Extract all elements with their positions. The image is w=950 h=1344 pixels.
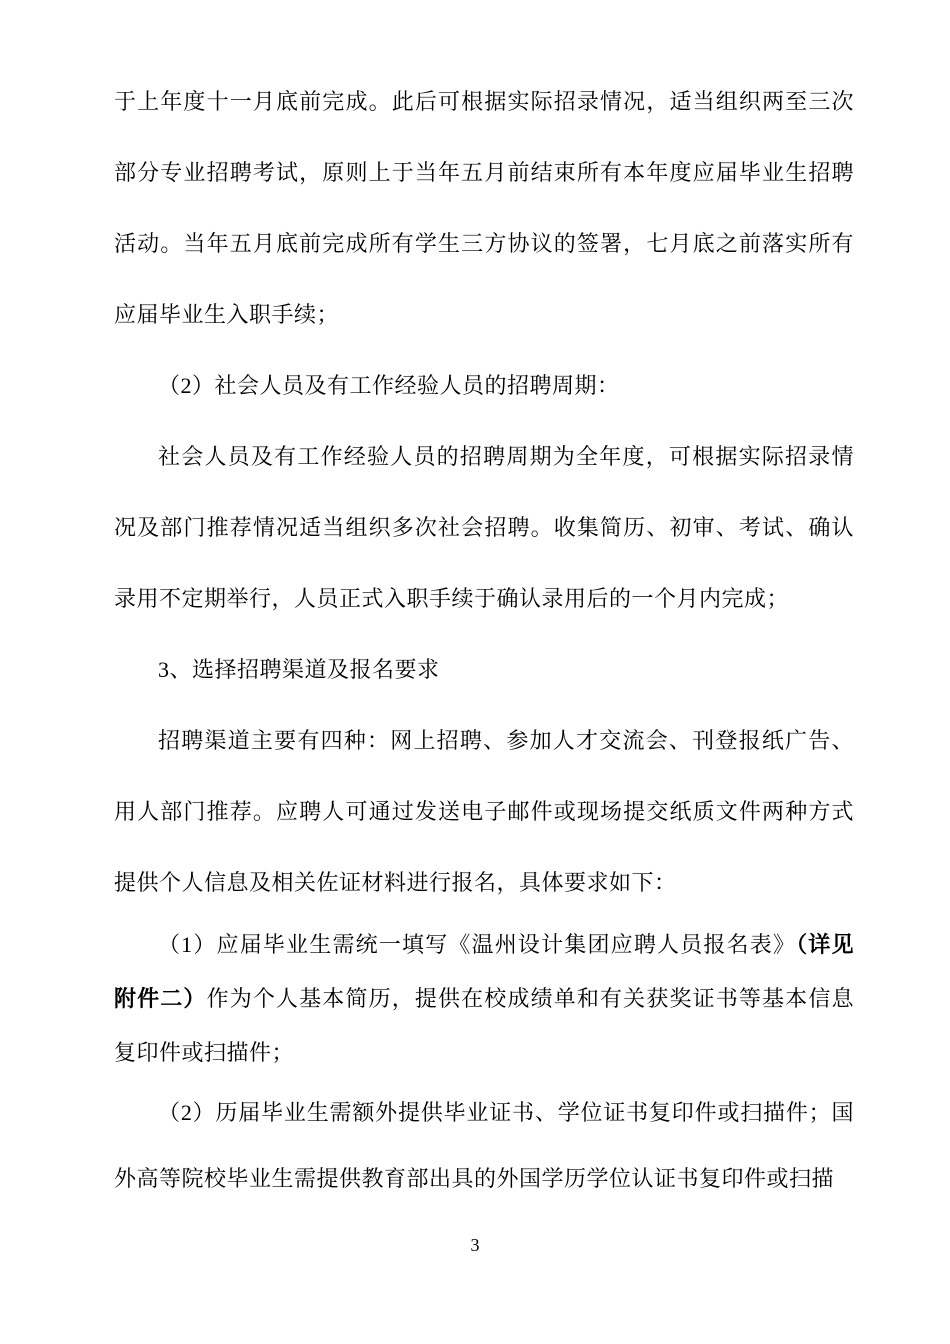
text-run: 招聘渠道主要有四种：网上招聘、参加人才交流会、刊登报纸广告、用人部门推荐。应聘人可通过发送电子邮件或现场提交纸质文件两种方式提供个人信息及相关佐证材料进行报名，具体要求如下： xyxy=(114,728,854,895)
page-footer xyxy=(0,1235,950,1256)
para-requirement-1 xyxy=(114,918,854,1080)
text-run-bold: （详见附件二） xyxy=(114,932,854,1011)
text-run: （2）历届毕业生需额外提供毕业证书、学位证书复印件或扫描件；国外高等院校毕业生需提供教育部出具的外国学历学位认证书复印件或扫描 xyxy=(114,1100,854,1191)
para-requirement-2 xyxy=(114,1080,854,1212)
text-run: （1）应届毕业生需统一填写《温州设计集团应聘人员报名表》 xyxy=(158,932,797,957)
text-run: 3、选择招聘渠道及报名要求 xyxy=(158,657,440,682)
para-channels-body xyxy=(114,705,854,918)
para-section3-heading xyxy=(114,634,854,705)
text-run: （2）社会人员及有工作经验人员的招聘周期： xyxy=(158,373,620,398)
text-run: 作为个人基本简历，提供在校成绩单和有关获奖证书等基本信息复印件或扫描件； xyxy=(114,986,854,1065)
para-item2-body xyxy=(114,421,854,634)
page-number: 3 xyxy=(470,1235,480,1255)
text-run: 于上年度十一月底前完成。此后可根据实际招录情况，适当组织两至三次部分专业招聘考试，原则上于当年五月前结束所有本年度应届毕业生招聘活动。当年五月底前完成所有学生三方协议的签署，七月底之前落实所有应届毕业生入职手续； xyxy=(114,89,854,327)
document-body xyxy=(114,66,854,1212)
para-item2-heading xyxy=(114,350,854,421)
text-run: 社会人员及有工作经验人员的招聘周期为全年度，可根据实际招录情况及部门推荐情况适当组织多次社会招聘。收集简历、初审、考试、确认录用不定期举行，人员正式入职手续于确认录用后的一个月内完成； xyxy=(114,444,854,611)
para-continuation-recruit-cycle xyxy=(114,66,854,350)
